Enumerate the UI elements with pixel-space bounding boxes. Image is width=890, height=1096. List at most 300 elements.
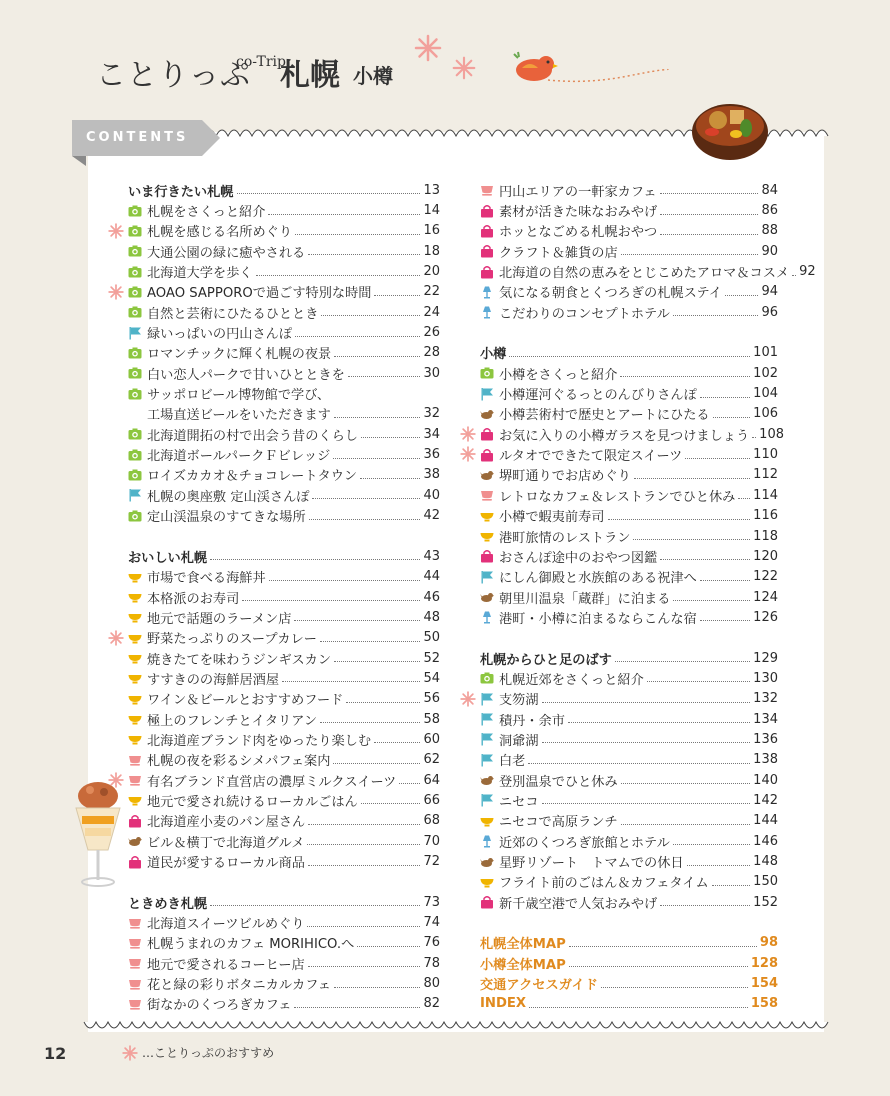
bowl-icon (128, 671, 142, 685)
category-icon (480, 855, 494, 869)
toc-entry[interactable] (128, 933, 440, 953)
toc-entry[interactable] (128, 607, 440, 627)
toc-page-number: 82 (423, 996, 440, 1012)
category-icon (480, 366, 494, 380)
category-icon (128, 997, 142, 1011)
toc-page-number: 62 (423, 752, 440, 768)
toc-entry[interactable] (128, 261, 440, 281)
leader-dots (294, 1006, 420, 1008)
parfait-photo-icon (70, 780, 126, 890)
legend (122, 1044, 274, 1061)
toc-page-number: 118 (753, 528, 778, 544)
toc-entry-title: 札幌からひと足のばす (480, 652, 612, 668)
toc-entry[interactable] (480, 404, 778, 424)
toc-entry-title: 札幌うまれのカフェ MORIHICO.へ (147, 937, 355, 953)
category-icon (480, 448, 494, 462)
leader-dots (312, 497, 420, 499)
toc-entry-title: 洞爺湖 (499, 733, 539, 749)
leader-dots (268, 213, 420, 215)
category-icon (480, 427, 494, 441)
toc-entry-title: 札幌をさくっと紹介 (147, 205, 266, 221)
category-icon (128, 285, 142, 299)
toc-entry[interactable] (480, 506, 778, 526)
toc-entry[interactable] (128, 587, 440, 607)
toc-entry[interactable] (128, 953, 440, 973)
toc-entry[interactable] (480, 444, 778, 464)
category-icon (128, 793, 142, 807)
camera-icon (128, 366, 142, 380)
toc-entry[interactable] (128, 668, 440, 688)
contents-label: CONTENTS (72, 120, 202, 156)
recommend-star-icon (108, 630, 124, 646)
leader-dots (569, 965, 748, 967)
leader-dots (660, 213, 758, 215)
toc-entry-title: おさんぽ途中のおやつ図鑑 (499, 550, 658, 566)
bowl-icon (128, 712, 142, 726)
toc-page-number: 22 (423, 284, 440, 300)
toc-entry[interactable] (128, 404, 440, 424)
toc-entry[interactable] (128, 567, 440, 587)
leader-dots (792, 274, 796, 276)
leader-dots (242, 599, 420, 601)
toc-entry[interactable] (128, 383, 440, 403)
bird-icon (128, 834, 142, 848)
leader-dots (633, 538, 750, 540)
toc-page-number: 18 (423, 243, 440, 259)
category-icon (128, 468, 142, 482)
toc-entry-title: 小樽をさくっと紹介 (499, 367, 618, 383)
toc-entry[interactable] (128, 689, 440, 709)
toc-page-number: 126 (753, 609, 778, 625)
toc-entry-title: 気になる朝食とくつろぎの札幌ステイ (499, 286, 722, 302)
toc-entry-title: 素材が活きた味なおみやげ (499, 205, 658, 221)
toc-page-number: 70 (423, 833, 440, 849)
leader-dots (320, 721, 420, 723)
toc-entry[interactable] (128, 973, 440, 993)
leader-dots (660, 233, 758, 235)
category-icon (480, 224, 494, 238)
toc-entry[interactable] (128, 750, 440, 770)
toc-entry[interactable] (480, 729, 778, 749)
toc-entry[interactable] (480, 526, 778, 546)
toc-page-number: 64 (423, 772, 440, 788)
toc-page-number: 74 (423, 915, 440, 931)
toc-page-number: 146 (753, 833, 778, 849)
toc-page-number: 114 (753, 487, 778, 503)
toc-entry-title: 北海道スイーツビルめぐり (147, 917, 305, 933)
toc-entry[interactable] (480, 302, 778, 322)
bowl-icon (480, 814, 494, 828)
toc-page-number: 124 (753, 589, 778, 605)
leader-dots (620, 375, 750, 377)
toc-page-number: 72 (423, 854, 440, 870)
toc-entry[interactable] (480, 383, 778, 403)
category-icon (480, 570, 494, 584)
toc-entry-title: 小樽芸術村で歴史とアートにひたる (499, 408, 710, 424)
flag-icon (480, 712, 494, 726)
toc-entry[interactable] (128, 790, 440, 810)
leader-dots (673, 843, 750, 845)
toc-page-number: 44 (423, 569, 440, 585)
flag-icon (480, 732, 494, 746)
toc-entry-title: 札幌全体MAP (480, 937, 566, 953)
toc-entry-title: 地元で愛され続けるローカルごはん (147, 794, 358, 810)
category-icon (128, 712, 142, 726)
toc-entry-title: 札幌を感じる名所めぐり (147, 225, 293, 241)
toc-entry[interactable] (128, 424, 440, 444)
leader-dots (357, 945, 420, 947)
leader-dots (237, 192, 421, 194)
leader-dots (687, 864, 751, 866)
leader-dots (309, 518, 421, 520)
category-icon (128, 651, 142, 665)
toc-entry-title: フライト前のごはん＆カフェタイム (499, 876, 709, 892)
category-icon (480, 793, 494, 807)
bowl-icon (480, 875, 494, 889)
toc-entry[interactable] (128, 648, 440, 668)
leader-dots (725, 294, 758, 296)
contents-label-fold (72, 156, 86, 166)
bird-icon (480, 773, 494, 787)
cup-icon (128, 916, 142, 930)
toc-entry-title: 有名ブランド直営店の濃厚ミルクスイーツ (147, 774, 397, 790)
category-icon (480, 712, 494, 726)
toc-entry-title: 小樽運河ぐるっとのんびりさんぽ (499, 388, 697, 404)
toc-entry[interactable] (480, 811, 778, 831)
toc-entry[interactable] (480, 790, 778, 810)
leader-dots (660, 904, 750, 906)
toc-entry-title: 小樽で蝦夷前寿司 (499, 510, 605, 526)
toc-entry[interactable] (128, 729, 440, 749)
leader-dots (374, 741, 420, 743)
category-icon (128, 631, 142, 645)
toc-page-number: 90 (761, 243, 778, 259)
camera-icon (128, 224, 142, 238)
camera-icon (128, 204, 142, 218)
toc-entry-title: こだわりのコンセプトホテル (499, 306, 670, 322)
cup-icon (128, 956, 142, 970)
cup-icon (128, 936, 142, 950)
toc-entry-title: 街なかのくつろぎカフェ (147, 998, 292, 1014)
toc-entry[interactable] (480, 180, 778, 200)
bowl-icon (128, 570, 142, 584)
toc-entry-title: ホッとなごめる札幌おやつ (499, 225, 658, 241)
toc-page-number: 28 (423, 345, 440, 361)
leader-dots (601, 986, 748, 988)
leader-dots (634, 477, 750, 479)
toc-page-number: 20 (423, 264, 440, 280)
toc-entry[interactable] (480, 282, 778, 302)
scallop-border-bottom (84, 1022, 828, 1034)
toc-entry-title: 白い恋人パークで甘いひとときを (147, 367, 345, 383)
toc-page-number: 66 (423, 792, 440, 808)
category-icon (480, 732, 494, 746)
toc-page-number: 112 (753, 467, 778, 483)
toc-entry[interactable] (480, 221, 778, 241)
toc-page-number: 16 (423, 223, 440, 239)
toc-page-number: 78 (423, 955, 440, 971)
toc-entry-title: 北海道産小麦のパン屋さん (147, 815, 306, 831)
category-icon (128, 305, 142, 319)
toc-entry-title: おいしい札幌 (128, 550, 208, 566)
leader-dots (529, 1006, 748, 1008)
toc-entry[interactable] (128, 302, 440, 322)
toc-page-number: 36 (423, 447, 440, 463)
leader-dots (712, 884, 750, 886)
category-icon (480, 407, 494, 421)
toc-entry-title: 花と緑の彩りボタニカルカフェ (147, 978, 331, 994)
section-gap (480, 628, 778, 648)
camera-icon (128, 305, 142, 319)
toc-entry-title: 北海道の自然の恵みをとじこめたアロマ＆コスメ (499, 266, 790, 282)
toc-entry-title: 交通アクセスガイド (480, 978, 598, 994)
category-icon (128, 753, 142, 767)
toc-entry[interactable] (480, 200, 778, 220)
toc-entry[interactable] (480, 973, 778, 993)
toc-section-heading[interactable] (128, 180, 440, 200)
toc-page-number: 154 (750, 976, 778, 992)
flower-deco-icon (452, 56, 476, 80)
toc-page-number: 142 (753, 792, 778, 808)
toc-entry-title: 北海道産ブランド肉をゆったり楽しむ (147, 733, 372, 749)
bag-icon (480, 448, 494, 462)
leader-dots (346, 701, 420, 703)
toc-entry[interactable] (480, 567, 778, 587)
toc-entry[interactable] (480, 546, 778, 566)
toc-page-number: 80 (423, 976, 440, 992)
toc-entry-title: 北海道開拓の村で出会う昔のくらし (147, 428, 358, 444)
toc-page-number: 98 (759, 935, 778, 951)
leader-dots (307, 925, 420, 927)
leader-dots (621, 253, 759, 255)
toc-entry-title: 札幌近郊をさくっと紹介 (499, 672, 644, 688)
toc-entry-title: 北海道大学を歩く (147, 266, 253, 282)
leader-dots (334, 986, 420, 988)
toc-page-number: 56 (423, 691, 440, 707)
toc-entry[interactable] (128, 912, 440, 932)
bird-icon (480, 855, 494, 869)
toc-page-number: 54 (423, 670, 440, 686)
toc-entry[interactable] (480, 933, 778, 953)
leader-dots (307, 843, 420, 845)
toc-page-number: 132 (753, 691, 778, 707)
category-icon (128, 773, 142, 787)
toc-entry-title: 地元で愛されるコーヒー店 (147, 957, 305, 973)
toc-entry[interactable] (480, 363, 778, 383)
toc-entry[interactable] (128, 506, 440, 526)
category-icon (128, 346, 142, 360)
toc-page-number: 130 (753, 670, 778, 686)
bag-icon (480, 204, 494, 218)
bag-icon (480, 224, 494, 238)
toc-entry[interactable] (480, 668, 778, 688)
toc-left-column (128, 180, 440, 1014)
toc-entry[interactable] (128, 465, 440, 485)
category-icon (128, 265, 142, 279)
brand-sup-text: co-Trip (236, 54, 286, 70)
toc-page-number: 48 (423, 609, 440, 625)
toc-entry-title: 札幌の夜を彩るシメパフェ案内 (147, 754, 331, 770)
legend-text: …ことりっぷのおすすめ (142, 1046, 275, 1060)
toc-page-number: 46 (423, 589, 440, 605)
toc-entry-title: AOAO SAPPOROで過ごす特別な時間 (147, 286, 372, 302)
category-icon (128, 366, 142, 380)
toc-entry-title: 極上のフレンチとイタリアン (147, 713, 318, 729)
toc-entry-title: にしん御殿と水族館のある祝津へ (499, 571, 697, 587)
camera-icon (128, 244, 142, 258)
category-icon (480, 549, 494, 563)
toc-entry[interactable] (128, 444, 440, 464)
leader-dots (320, 640, 420, 642)
toc-entry[interactable] (480, 750, 778, 770)
toc-entry[interactable] (480, 241, 778, 261)
flag-icon (128, 326, 142, 340)
toc-entry-title: 野菜たっぷりのスープカレー (147, 632, 317, 648)
category-icon (128, 671, 142, 685)
category-icon (480, 387, 494, 401)
bowl-icon (128, 732, 142, 746)
flag-icon (480, 387, 494, 401)
toc-page-number: 122 (753, 569, 778, 585)
toc-entry-title: ルタオでできたて限定スイーツ (499, 449, 683, 465)
category-icon (128, 448, 142, 462)
toc-page-number: 144 (753, 813, 778, 829)
toc-entry[interactable] (128, 221, 440, 241)
toc-entry-title: ニセコで高原ランチ (499, 815, 618, 831)
toc-entry-title: 円山エリアの一軒家カフェ (499, 184, 657, 200)
section-gap (480, 322, 778, 342)
toc-entry-title: レトロなカフェ＆レストランでひと休み (499, 489, 736, 505)
toc-entry[interactable] (128, 831, 440, 851)
toc-entry-title: ときめき札幌 (128, 896, 208, 912)
toc-entry[interactable] (128, 709, 440, 729)
toc-entry[interactable] (480, 770, 778, 790)
toc-entry[interactable] (480, 872, 778, 892)
toc-entry[interactable] (480, 953, 778, 973)
toc-entry[interactable] (128, 770, 440, 790)
toc-entry[interactable] (128, 811, 440, 831)
toc-right-column (480, 180, 816, 1014)
toc-entry-title: 堺町通りでお店めぐり (499, 469, 631, 485)
leader-dots (542, 802, 751, 804)
category-icon (480, 590, 494, 604)
toc-page-number: 88 (761, 223, 778, 239)
toc-entry[interactable] (128, 282, 440, 302)
toc-entry-title: 支笏湖 (499, 693, 539, 709)
leader-dots (294, 619, 420, 621)
toc-entry[interactable] (480, 892, 778, 912)
leader-dots (621, 782, 750, 784)
camera-icon (128, 427, 142, 441)
toc-entry[interactable] (128, 241, 440, 261)
leader-dots (308, 965, 421, 967)
toc-entry[interactable] (128, 322, 440, 342)
cup-icon (480, 183, 494, 197)
toc-page-number: 116 (753, 508, 778, 524)
toc-section-heading[interactable] (128, 546, 440, 566)
toc-entry[interactable] (480, 485, 778, 505)
leader-dots (374, 294, 420, 296)
leader-dots (615, 660, 750, 662)
camera-icon (128, 346, 142, 360)
toc-entry[interactable] (128, 363, 440, 383)
toc-page-number: 14 (423, 203, 440, 219)
leader-dots (673, 314, 759, 316)
toc-page-number: 43 (423, 548, 440, 564)
toc-entry[interactable] (128, 994, 440, 1014)
category-icon (128, 387, 142, 401)
bowl-icon (128, 590, 142, 604)
toc-section-heading[interactable] (480, 648, 778, 668)
toc-entry-title: 港町旅情のレストラン (499, 530, 631, 546)
leader-dots (333, 762, 420, 764)
toc-page-number: 94 (761, 284, 778, 300)
recommend-star-icon (460, 691, 476, 707)
bowl-icon (128, 651, 142, 665)
recommend-star-icon (460, 446, 476, 462)
bowl-icon (128, 793, 142, 807)
toc-page-number: 104 (753, 386, 778, 402)
leader-dots (621, 823, 750, 825)
leader-dots (752, 436, 756, 438)
category-icon (480, 183, 494, 197)
toc-page-number: 136 (753, 731, 778, 747)
toc-section-heading[interactable] (128, 892, 440, 912)
cup-icon (128, 997, 142, 1011)
category-icon (480, 509, 494, 523)
toc-page-number: 73 (423, 894, 440, 910)
category-icon (128, 590, 142, 604)
leader-dots (360, 477, 420, 479)
toc-entry-title: 北海道ボールパークＦビレッジ (147, 449, 331, 465)
bag-icon (480, 549, 494, 563)
lamp-icon (480, 834, 494, 848)
leader-dots (399, 782, 420, 784)
leader-dots (647, 680, 750, 682)
camera-icon (128, 448, 142, 462)
lamp-icon (480, 305, 494, 319)
toc-entry[interactable] (480, 831, 778, 851)
toc-entry[interactable] (128, 851, 440, 871)
toc-entry[interactable] (480, 607, 778, 627)
toc-entry[interactable] (128, 485, 440, 505)
toc-entry[interactable] (480, 851, 778, 871)
toc-section-heading[interactable] (480, 343, 778, 363)
leader-dots (308, 253, 420, 255)
category-icon (128, 977, 142, 991)
toc-entry[interactable] (480, 261, 816, 282)
category-icon (480, 834, 494, 848)
toc-entry[interactable] (480, 587, 778, 607)
toc-page-number: 102 (753, 365, 778, 381)
toc-entry[interactable] (128, 200, 440, 220)
toc-entry[interactable] (480, 424, 784, 444)
toc-entry-title: 焼きたてを味わうジンギスカン (147, 652, 332, 668)
lamp-icon (480, 285, 494, 299)
toc-entry[interactable] (480, 994, 778, 1014)
toc-entry[interactable] (480, 709, 778, 729)
category-icon (128, 916, 142, 930)
toc-entry[interactable] (480, 465, 778, 485)
toc-entry[interactable] (480, 689, 778, 709)
toc-entry[interactable] (128, 343, 440, 363)
toc-entry[interactable] (128, 628, 440, 648)
bird-icon (480, 590, 494, 604)
category-icon (128, 570, 142, 584)
leader-dots (295, 233, 420, 235)
bird-icon (480, 407, 494, 421)
leader-dots (334, 416, 421, 418)
